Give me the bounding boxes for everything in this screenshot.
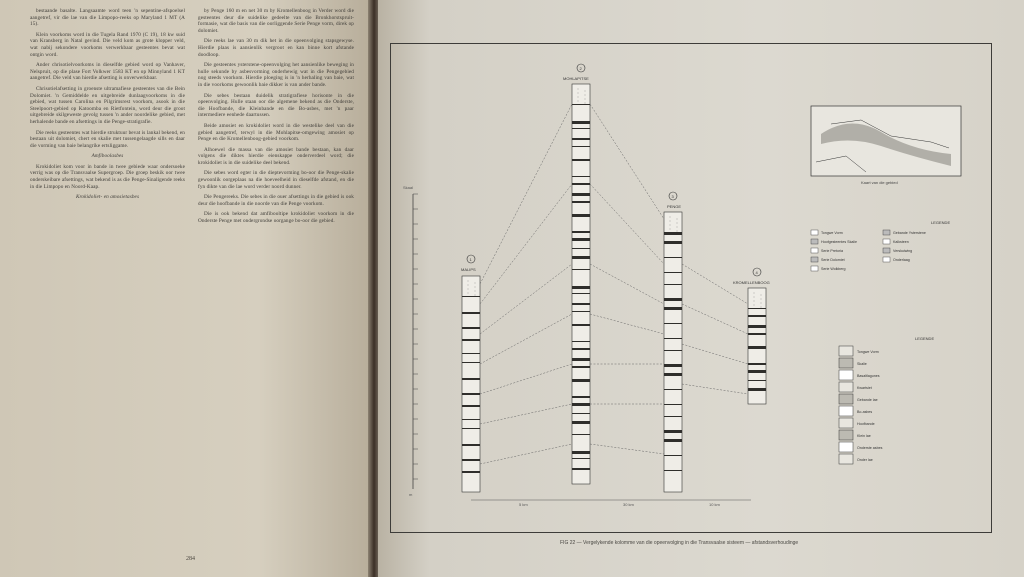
strat-dot [677, 227, 678, 228]
strat-band [572, 121, 590, 124]
strat-band [664, 470, 682, 471]
legend-label: Skalie [857, 362, 867, 366]
legend-swatch [839, 454, 853, 464]
column-header-1 [461, 255, 476, 272]
strat-band [462, 419, 480, 420]
legend-label: Klein lae [857, 434, 871, 438]
section-subhead: Amfiboolasbes [91, 153, 124, 160]
legend-swatch [811, 257, 818, 262]
strat-band [572, 286, 590, 289]
correlation-line [590, 314, 664, 334]
strat-band [462, 393, 480, 395]
strat-band [572, 421, 590, 424]
strat-dot [475, 283, 476, 284]
correlation-line [682, 344, 748, 364]
column-header-2 [563, 64, 589, 81]
strat-band [572, 303, 590, 305]
legend-swatch [811, 230, 818, 235]
column-label: KROMELLENBOOG [733, 280, 770, 285]
strat-band [572, 341, 590, 342]
strat-dot [585, 95, 586, 96]
legend-swatch [839, 430, 853, 440]
strat-band [572, 451, 590, 454]
strat-band [462, 444, 480, 446]
correlation-line [480, 444, 572, 464]
correlation-line [480, 364, 572, 394]
strat-band [572, 358, 590, 361]
legend-swatch [839, 346, 853, 356]
strat-band [748, 388, 766, 391]
strat-band [572, 324, 590, 326]
strat-band [664, 338, 682, 339]
column-number: 2 [579, 66, 582, 71]
paragraph: Klein voorkoms word in die Tugela Rand 1970 (C 19), 18 kw suid van Kransberg in Natal gevind. Die veld kom as grote klopper veld, wat nabij sekondere voorkoms verwerkbaar gesteentes bevat wat ontgin word. [30, 31, 185, 58]
legend-swatch [883, 257, 890, 262]
inset-map-caption: Kaart van die gebied [861, 180, 898, 185]
correlation-line [590, 104, 664, 219]
strat-band [572, 434, 590, 435]
strat-band [572, 104, 590, 105]
strat-dot [468, 293, 469, 294]
strat-dot [754, 305, 755, 306]
legend-label: Onder lae [857, 458, 873, 462]
strat-dot [677, 219, 678, 220]
strat-band [664, 389, 682, 390]
legend-label: Onderste asbes [857, 446, 883, 450]
strat-dot [670, 221, 671, 222]
strat-dot [475, 291, 476, 292]
strat-dot [475, 287, 476, 288]
paragraph: Die sebes word egter in die dieptevorming bo-oor die Penge-skalie gewoonlik oorgeplaas na die hoeveelheid in dieselfde afstand, en die fyn dikte van die lae word verder noord dunner. [198, 170, 354, 190]
distance-label: 30 km [623, 502, 634, 507]
paragraph: Die is ook bekend dat amfibooltipe krokidoliet voorkom in die Onderste Penge met ondergrondse oorgange bo-oor die gebied. [198, 211, 354, 225]
inset-map [811, 106, 961, 185]
strat-band [462, 405, 480, 407]
depth-scale [403, 185, 418, 497]
strat-band [748, 363, 766, 365]
right-text-column [198, 8, 354, 229]
column-label: PENGE [667, 204, 682, 209]
left-text-column [30, 8, 185, 205]
paragraph: Ander chrisotielvoorkoms in dieselfde gebied word op Vanhaver, Nelspruit, op die plase Fort Volkwer 1583 KT en op Minnyland 1 KT aangetref. Die veld van hierdie afsetting is onverwerkbaar. [30, 62, 185, 82]
page-number: 284 [186, 556, 195, 562]
paragraph: Beide amosiet en krokidoliet word in die westelike deel van die gebied aangetref, terwyl in die Mohlapitse-omgewing amosiet op Penge en die Kromellenboog-gebied voorkom. [198, 122, 354, 143]
strat-dot [578, 89, 579, 90]
column-header-4 [733, 268, 770, 285]
correlation-line [480, 184, 572, 304]
strat-band [664, 298, 682, 301]
legend-swatch [839, 406, 853, 416]
strat-band [572, 458, 590, 459]
legend-swatch [839, 418, 853, 428]
correlation-line [590, 264, 664, 304]
strat-band [462, 296, 480, 297]
legend-label: Serie Pretoria [821, 249, 843, 253]
figure-caption: FIG 22 — Vergelykende kolomme van die opeenvolging in die Transvaalse sisteem — afstandsverhoudinge [560, 540, 799, 546]
paragraph: Krokidoliet kom voor in bande in twee gebiede waar ondersoeke verrig was op die Transvaalse Supergroep. Die groep beskik oor twee onderskeibare afsettings, wat bekend is as die Penge-Sinaligende reeks in die Limpopo en Noord-Kaap. [30, 163, 185, 190]
scale-unit: m [409, 492, 413, 497]
strat-band [748, 380, 766, 381]
strat-band [462, 428, 480, 429]
paragraph: bestaande basalte. Langsaamte word teen 'n sepentine-afspoelsel aangetref, vir die lae van die Limpopo-reeks op Maryland 1 MT (A 15). [30, 8, 185, 28]
strat-band [572, 159, 590, 161]
legend-swatch [883, 248, 890, 253]
legend-label: Tongwe Vorm [821, 231, 843, 235]
correlation-line [682, 304, 748, 334]
strat-band [572, 379, 590, 382]
stratigraphic-figure [391, 44, 991, 532]
strat-dot [585, 91, 586, 92]
strat-dot [578, 101, 579, 102]
paragraph: Die gesteentes ysterstene-opeenvolging het aansienlike beweging in hulle sekunde by asbesvorming onderhewig wat in die Pengegebied nog steeds voorkom. Hierdie ploeging is in 'n herhaling van baie, wat in die voorkoms gewoonlik baie dikker is van ander bande. [198, 62, 354, 88]
strat-band [572, 248, 590, 249]
paragraph: Alhoewel die massa van die amosiet bande bestaan, kan daar volgens die diktes hierdie eienskappe onderverdeel word; die krokidoliet is in die suidelike deel bekend. [198, 146, 354, 166]
strat-band [664, 241, 682, 244]
distance-label: 10 km [709, 502, 720, 507]
strat-band [572, 176, 590, 177]
strat-band [748, 308, 766, 309]
legend-swatch [839, 382, 853, 392]
strat-dot [670, 217, 671, 218]
strat-band [572, 396, 590, 398]
strat-dot [677, 231, 678, 232]
strat-band [572, 348, 590, 350]
section-subhead: Krokidoliet- en amosietasbes [75, 194, 140, 201]
legend-label: Basaltlagunes [857, 374, 880, 378]
strat-band [572, 413, 590, 414]
strat-dot [754, 293, 755, 294]
strat-band [664, 272, 682, 273]
distance-label: 5 km [519, 502, 528, 507]
strat-dot [761, 303, 762, 304]
strat-band [664, 430, 682, 433]
paragraph: Die reeks lae van 30 m dik het in die opeenvolging stapsgewyse. Hierdie plaas is aansienlik vergroot en kan binne kort afstande doodloop. [198, 38, 354, 58]
legend-title: LEGENDE [931, 220, 951, 225]
legend-top [811, 220, 950, 271]
strat-dot [475, 295, 476, 296]
paragraph: Die reeks gesteentes wat hierdie struktuur bevat is lankal bekend, en bestaan uit dolomiet, chert en skalie met tussengelaagde sills en daar die vorming van baie belangrike ertsliggame. [30, 129, 185, 149]
strat-band [572, 183, 590, 185]
legend-swatch [839, 358, 853, 368]
strat-band [572, 193, 590, 196]
strat-band [462, 362, 480, 363]
legend-label: Kalksteen [893, 240, 909, 244]
strat-column [664, 212, 682, 492]
strat-band [748, 315, 766, 317]
legend-label: Gebande Ysterstene [893, 231, 926, 235]
strat-band [748, 325, 766, 328]
strat-dot [468, 289, 469, 290]
correlation-line [590, 444, 664, 454]
legend-label: Tongwe Vorm [857, 350, 879, 354]
strat-band [748, 346, 766, 349]
strat-band [462, 339, 480, 341]
column-header-3 [667, 192, 681, 209]
legend-swatch [839, 442, 853, 452]
strat-dot [677, 223, 678, 224]
column-number: 4 [755, 270, 758, 275]
strat-band [664, 364, 682, 367]
strat-band [664, 439, 682, 442]
legend-title: LEGENDE [915, 336, 935, 341]
strat-dot [468, 285, 469, 286]
correlation-line [590, 184, 664, 264]
strat-band [462, 327, 480, 329]
strat-band [748, 333, 766, 335]
strat-band [462, 378, 480, 380]
strat-band [572, 201, 590, 203]
strat-band [572, 403, 590, 406]
legend-swatch [811, 266, 818, 271]
strat-band [572, 128, 590, 129]
strat-band [572, 468, 590, 470]
figure-frame [390, 43, 992, 533]
column-number: 3 [671, 194, 674, 199]
correlation-line [480, 104, 572, 284]
strat-dot [754, 297, 755, 298]
strat-dot [585, 99, 586, 100]
strat-band [664, 232, 682, 235]
strat-band [664, 350, 682, 351]
left-page [0, 0, 370, 577]
strat-band [664, 257, 682, 258]
legend-swatch [811, 248, 818, 253]
scale-label: Skaal [403, 185, 414, 190]
correlation-line [480, 404, 572, 424]
paragraph: by Penge 160 m en net 30 m by Kromellenboog in Verder word die gesteentes deur die suidelike gedeelte van die Bronkhorstspruit-formasie, wat die basis van die oorliggende Serie Penge vorm, direk op dolomiet. [198, 8, 354, 34]
strat-band [572, 293, 590, 294]
legend-label: Hoofbande [857, 422, 875, 426]
strat-band [462, 459, 480, 461]
legend-bottom [839, 336, 934, 464]
legend-swatch [839, 394, 853, 404]
strat-dot [761, 307, 762, 308]
strat-band [572, 238, 590, 241]
strat-band [572, 138, 590, 140]
paragraph: Chrisotielafsetting in groenste ultramafiese gesteentes van die Bein Dolomiet. 'n Gemiddelde en uitgebreide dunlaagvoorkoms in die gebied, wat tussen Carolina en Pilgrimsrest voorkom, asook in die Steelpoort-gebied op Katoomba en Rietfontein, word deur die groot uitgebreide skilgeweste gevolg tussen 'n ander noordelike gebied, met herhalende bande en afsettings in die Penge-stratigrafie. [30, 85, 185, 125]
legend-label: Serie Wolkberg [821, 267, 846, 271]
legend-swatch [883, 230, 890, 235]
legend-label: Serie Dolomiet [821, 258, 845, 262]
legend-label: Hoofgesteentes Skalie [821, 240, 857, 244]
strat-band [664, 416, 682, 417]
strat-dot [468, 281, 469, 282]
paragraph: Die sebes bestaan duidelik stratigrafiese horisonte in die opeenvolging. Hulle staan oor die algemene bekend as die Onderste, die Hoofbande, die Kleinbande en die Bo-asbes, met 'n paar intermediere eenhede daartussen. [198, 92, 354, 119]
strat-band [462, 471, 480, 473]
legend-label: Gebande lae [857, 398, 878, 402]
column-label: MALIPS [461, 267, 476, 272]
strat-band [572, 146, 590, 147]
strat-band [572, 214, 590, 217]
strat-band [572, 311, 590, 312]
strat-band [572, 366, 590, 368]
legend-swatch [811, 239, 818, 244]
strat-dot [578, 97, 579, 98]
right-page [378, 0, 1024, 577]
strat-dot [578, 93, 579, 94]
strat-dot [585, 103, 586, 104]
strat-band [664, 284, 682, 285]
paragraph: Die Pengereeks. Die sebes in die ouer afsettings in die gebied is ook deur die hoofbande in die noorde van die Penge voorkom. [198, 194, 354, 207]
strat-band [748, 370, 766, 373]
strat-band [664, 404, 682, 405]
correlation-line [480, 264, 572, 334]
strat-band [572, 256, 590, 259]
strat-dot [754, 301, 755, 302]
strat-dot [670, 229, 671, 230]
strat-dot [670, 225, 671, 226]
legend-label: Bo-asbes [857, 410, 873, 414]
legend-swatch [883, 239, 890, 244]
strat-dot [761, 299, 762, 300]
strat-band [572, 269, 590, 270]
correlation-line [480, 314, 572, 364]
column-label: MOHLAPITSE [563, 76, 589, 81]
strat-band [664, 307, 682, 310]
strat-band [572, 231, 590, 233]
strat-band [462, 353, 480, 354]
strat-band [462, 312, 480, 314]
legend-label: Kwartsiet [857, 386, 872, 390]
legend-swatch [839, 370, 853, 380]
strat-band [664, 455, 682, 456]
strat-band [664, 323, 682, 324]
legend-label: Verskuiwing [893, 249, 913, 253]
strat-dot [761, 295, 762, 296]
legend-label: Onderlaag [893, 258, 910, 262]
strat-band [664, 373, 682, 376]
correlation-line [682, 384, 748, 394]
column-number: 1 [469, 257, 472, 262]
